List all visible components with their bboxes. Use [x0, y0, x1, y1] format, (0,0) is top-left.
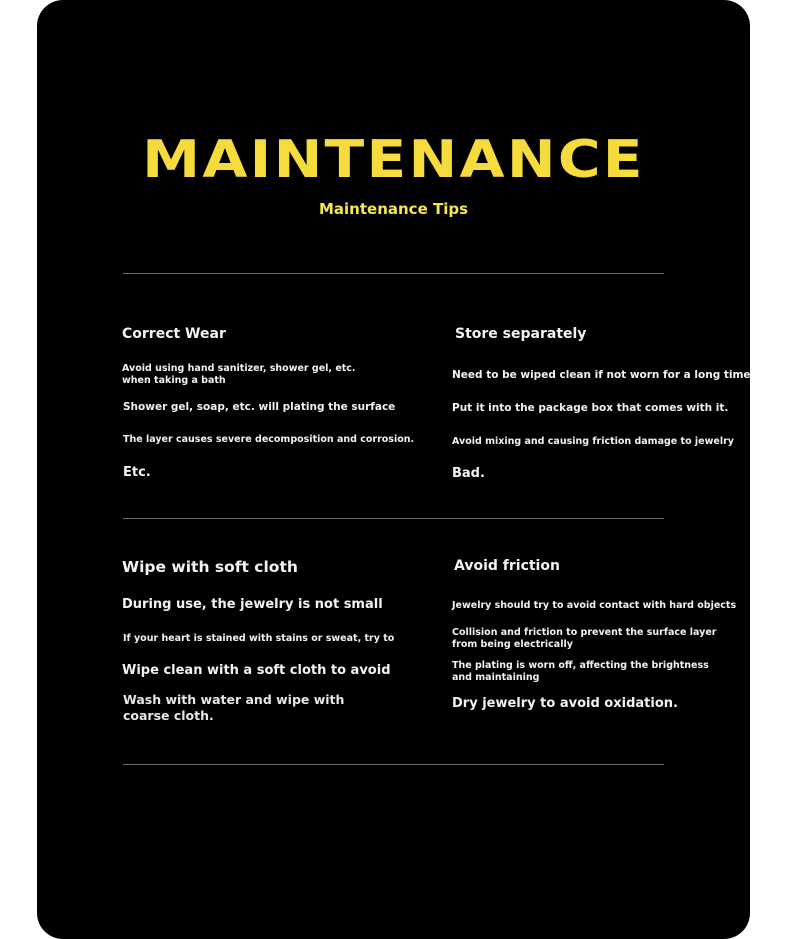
correct-wear-line-1: Avoid using hand sanitizer, shower gel, etc. when taking a bath [122, 363, 356, 386]
wipe-soft-cloth-line-1: During use, the jewelry is not small [122, 597, 383, 612]
wipe-soft-cloth-line-3: Wipe clean with a soft cloth to avoid [122, 663, 391, 678]
section-heading-wipe-soft-cloth: Wipe with soft cloth [122, 558, 298, 576]
correct-wear-line-2: Shower gel, soap, etc. will plating the surface [123, 401, 396, 413]
divider-bottom [123, 764, 664, 765]
section-heading-correct-wear: Correct Wear [122, 326, 226, 342]
wipe-soft-cloth-line-2: If your heart is stained with stains or sweat, try to [123, 633, 395, 644]
divider-top [123, 273, 664, 274]
page-subtitle: Maintenance Tips [318, 200, 469, 218]
correct-wear-line-4: Etc. [123, 465, 151, 480]
avoid-friction-line-4: Dry jewelry to avoid oxidation. [452, 696, 678, 711]
divider-middle [123, 518, 664, 519]
avoid-friction-line-2: Collision and friction to prevent the surface layer from being electrically [452, 627, 717, 650]
correct-wear-line-3: The layer causes severe decomposition and corrosion. [123, 434, 415, 445]
store-separately-line-1: Need to be wiped clean if not worn for a long time [452, 369, 751, 381]
wipe-soft-cloth-line-4: Wash with water and wipe with coarse cloth. [123, 692, 345, 723]
avoid-friction-line-3: The plating is worn off, affecting the brightness and maintaining [452, 660, 709, 683]
store-separately-line-4: Bad. [452, 466, 485, 481]
section-heading-avoid-friction: Avoid friction [454, 558, 560, 574]
maintenance-card [37, 0, 750, 939]
page-title: MAINTENANCE [142, 130, 645, 190]
section-heading-store-separately: Store separately [455, 326, 587, 342]
store-separately-line-2: Put it into the package box that comes with it. [452, 402, 729, 414]
store-separately-line-3: Avoid mixing and causing friction damage to jewelry [452, 436, 734, 447]
avoid-friction-line-1: Jewelry should try to avoid contact with hard objects [452, 600, 737, 611]
